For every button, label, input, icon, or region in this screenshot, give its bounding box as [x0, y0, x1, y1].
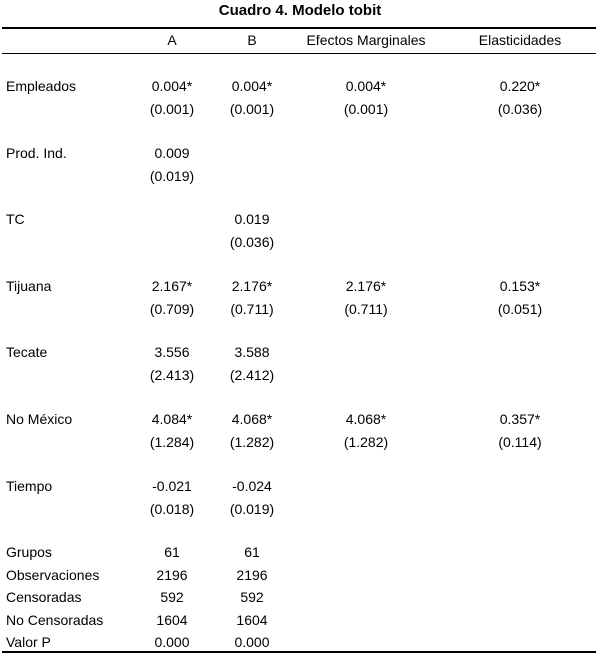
- header-marginal: Efectos Marginales: [306, 32, 426, 48]
- coefficient-cell: 2.176*: [345, 278, 387, 294]
- std-error-cell: (0.001): [229, 101, 275, 117]
- std-error-cell: (1.284): [149, 434, 195, 450]
- row-label: Tijuana: [6, 278, 52, 294]
- stat-label: Grupos: [6, 544, 52, 560]
- coefficient-cell: -0.021: [152, 478, 192, 494]
- header-a: A: [167, 32, 177, 48]
- row-label: Tecate: [6, 344, 48, 360]
- stat-label: No Censoradas: [6, 612, 104, 628]
- stat-value: 1604: [156, 612, 188, 628]
- row-label: TC: [6, 211, 25, 227]
- coefficient-cell: 0.004*: [345, 78, 387, 94]
- coefficient-cell: 0.009: [154, 145, 190, 161]
- std-error-cell: (0.711): [344, 301, 388, 317]
- std-error-cell: (0.019): [149, 168, 195, 184]
- table-title: Cuadro 4. Modelo tobit: [218, 2, 382, 19]
- std-error-cell: (0.036): [229, 234, 275, 250]
- stat-label: Valor P: [6, 634, 51, 650]
- coefficient-cell: 4.068*: [345, 411, 387, 427]
- top-rule: [2, 27, 596, 29]
- coefficient-cell: 4.084*: [151, 411, 193, 427]
- bottom-rule: [2, 651, 596, 653]
- row-label: Prod. Ind.: [6, 145, 67, 161]
- std-error-cell: (0.001): [343, 101, 389, 117]
- std-error-cell: (0.051): [497, 301, 543, 317]
- coefficient-cell: 0.019: [234, 211, 270, 227]
- std-error-cell: (0.114): [498, 434, 542, 450]
- stat-value: 2196: [156, 567, 188, 583]
- coefficient-cell: 4.068*: [231, 411, 273, 427]
- std-error-cell: (0.036): [497, 101, 543, 117]
- stat-value: 1604: [236, 612, 268, 628]
- stat-value: 0.000: [234, 634, 270, 650]
- std-error-cell: (2.413): [149, 367, 195, 383]
- stat-value: 592: [240, 589, 264, 605]
- std-error-cell: (0.019): [229, 501, 275, 517]
- std-error-cell: (1.282): [229, 434, 275, 450]
- std-error-cell: (2.412): [229, 367, 275, 383]
- coefficient-cell: 3.588: [234, 344, 270, 360]
- coefficient-cell: 3.556: [154, 344, 190, 360]
- stat-label: Censoradas: [6, 589, 82, 605]
- stat-value: 61: [244, 544, 260, 560]
- stat-value: 592: [160, 589, 184, 605]
- std-error-cell: (0.711): [230, 301, 274, 317]
- stat-value: 2196: [236, 567, 268, 583]
- coefficient-cell: -0.024: [232, 478, 272, 494]
- coefficient-cell: 0.004*: [231, 78, 273, 94]
- coefficient-cell: 0.004*: [151, 78, 193, 94]
- row-label: No México: [6, 411, 73, 427]
- stat-label: Observaciones: [6, 567, 100, 583]
- std-error-cell: (0.709): [149, 301, 195, 317]
- coefficient-cell: 0.220*: [499, 78, 541, 94]
- header-elasticity: Elasticidades: [478, 32, 562, 48]
- header-b: B: [247, 32, 257, 48]
- stat-value: 61: [164, 544, 180, 560]
- header-rule: [2, 53, 596, 54]
- coefficient-cell: 2.176*: [231, 278, 273, 294]
- std-error-cell: (0.001): [149, 101, 195, 117]
- std-error-cell: (0.018): [149, 501, 195, 517]
- coefficient-cell: 2.167*: [151, 278, 193, 294]
- row-label: Empleados: [6, 78, 77, 94]
- coefficient-cell: 0.357*: [499, 411, 541, 427]
- coefficient-cell: 0.153*: [499, 278, 541, 294]
- stat-value: 0.000: [154, 634, 190, 650]
- std-error-cell: (1.282): [343, 434, 389, 450]
- row-label: Tiempo: [6, 478, 53, 494]
